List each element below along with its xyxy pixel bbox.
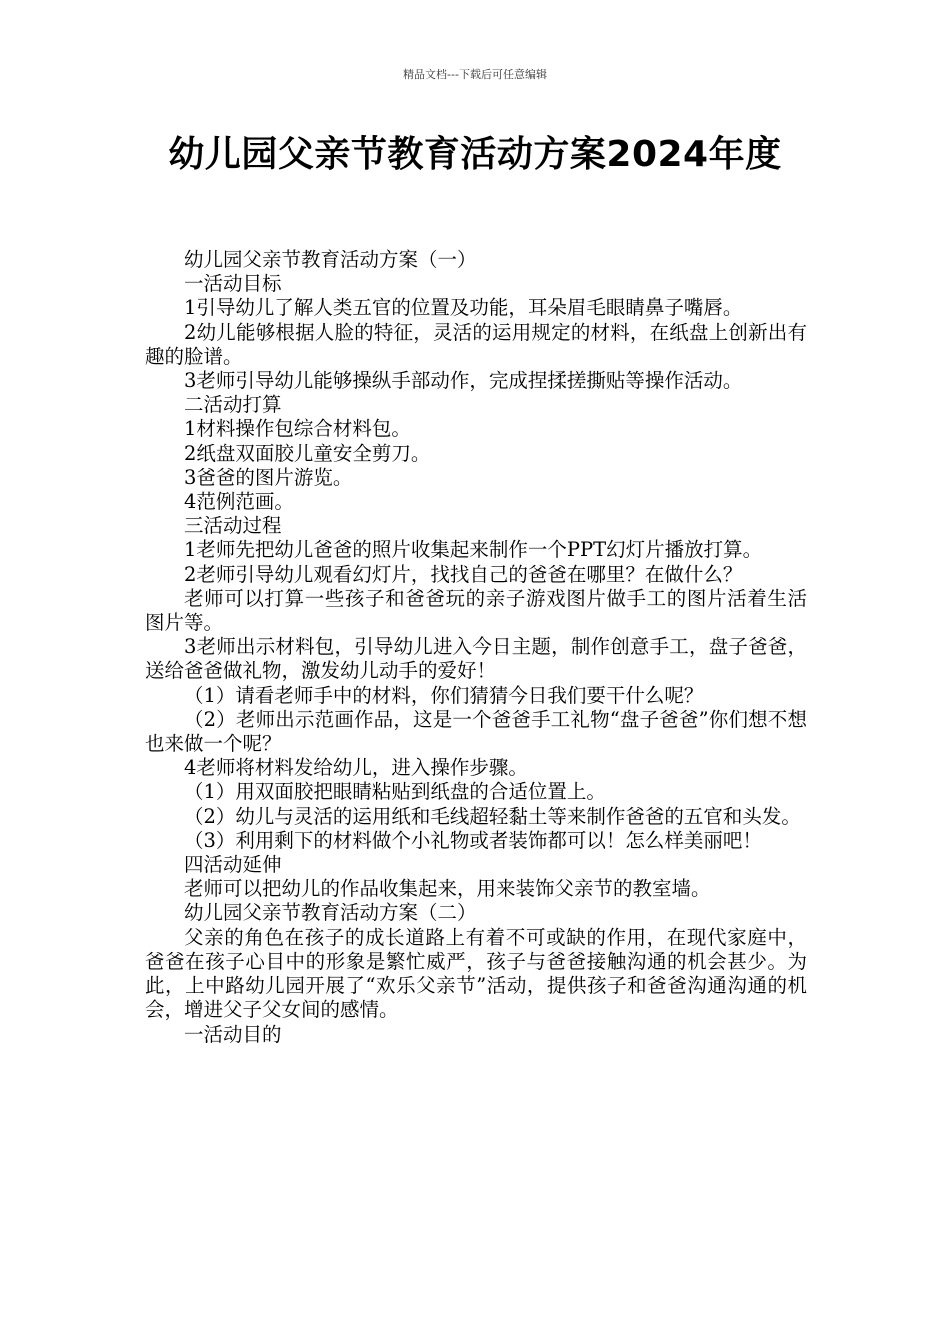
paragraph: 3爸爸的图片游览。 <box>184 465 353 489</box>
paragraph: 3老师出示材料包，引导幼儿进入今日主题，制作创意手工，盘子爸爸，送给爸爸做礼物，激发幼儿动手的爱好！ <box>145 635 807 683</box>
paragraph: （2）幼儿与灵活的运用纸和毛线超轻黏土等来制作爸爸的五官和头发。 <box>184 804 801 828</box>
paragraph: 3老师引导幼儿能够操纵手部动作，完成捏揉搓撕贴等操作活动。 <box>184 369 743 393</box>
paragraph: 幼儿园父亲节教育活动方案（一） <box>184 248 477 271</box>
paragraph: 老师可以把幼儿的作品收集起来，用来装饰父亲节的教室墙。 <box>184 877 711 901</box>
paragraph: （1）用双面胶把眼睛粘贴到纸盘的合适位置上。 <box>184 780 606 804</box>
paragraph: 2幼儿能够根据人脸的特征，灵活的运用规定的材料，在纸盘上创新出有趣的脸谱。 <box>145 320 807 368</box>
paragraph: （2）老师出示范画作品，这是一个爸爸手工礼物“盘子爸爸”你们想不想也来做一个呢？ <box>145 707 807 756</box>
paragraph: 二活动打算 <box>184 393 282 417</box>
paragraph: 4老师将材料发给幼儿，进入操作步骤。 <box>184 756 528 780</box>
paragraph: （3）利用剩下的材料做个小礼物或者装饰都可以！怎么样美丽吧！ <box>184 828 762 852</box>
paragraph: 一活动目的 <box>184 1022 282 1046</box>
paragraph: 1老师先把幼儿爸爸的照片收集起来制作一个PPT幻灯片播放打算。 <box>184 538 763 562</box>
paragraph: 幼儿园父亲节教育活动方案（二） <box>184 901 477 925</box>
paragraph: 4范例范画。 <box>184 490 294 514</box>
paragraph: 三活动过程 <box>184 514 282 538</box>
header-note: 精品文档---下载后可任意编辑 <box>403 68 547 81</box>
paragraph: 老师可以打算一些孩子和爸爸玩的亲子游戏图片做手工的图片活着生活图片等。 <box>145 586 807 635</box>
document-title: 幼儿园父亲节教育活动方案2024年度 <box>168 134 782 175</box>
paragraph: 父亲的角色在孩子的成长道路上有着不可或缺的作用，在现代家庭中，爸爸在孩子心目中的形象是繁忙威严，孩子与爸爸接触沟通的机会甚少。为此，上中路幼儿园开展了“欢乐父亲节”活动，提供孩子和爸爸沟通沟通的机会，增进父子父女间的感情。 <box>145 925 807 1022</box>
paragraph: 四活动延伸 <box>184 853 282 877</box>
paragraph: 1引导幼儿了解人类五官的位置及功能，耳朵眉毛眼睛鼻子嘴唇。 <box>184 296 743 320</box>
paragraph: 一活动目标 <box>184 272 282 296</box>
paragraph: 2纸盘双面胶儿童安全剪刀。 <box>184 441 431 465</box>
paragraph: （1）请看老师手中的材料，你们猜猜今日我们要干什么呢？ <box>184 683 704 707</box>
paragraph: 1材料操作包综合材料包。 <box>184 417 411 441</box>
document-body <box>145 248 807 1047</box>
paragraph: 2老师引导幼儿观看幻灯片，找找自己的爸爸在哪里？在做什么？ <box>184 562 743 586</box>
